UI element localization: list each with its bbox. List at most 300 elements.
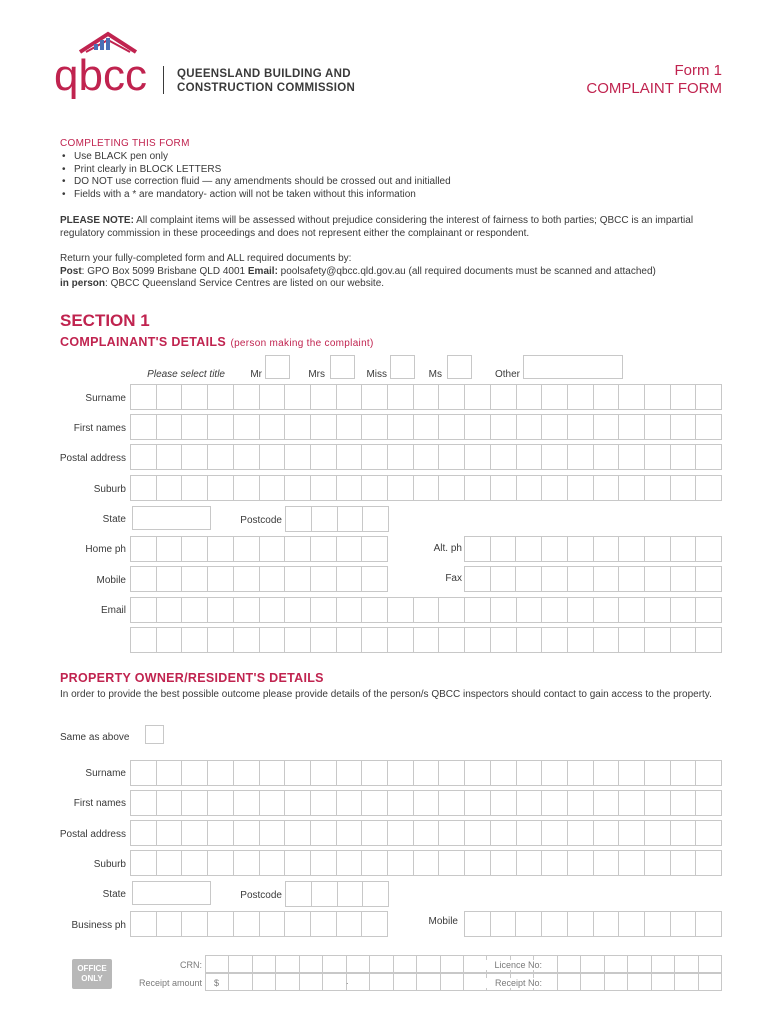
- input-cell[interactable]: [696, 415, 722, 440]
- input-cell[interactable]: [370, 974, 393, 991]
- input-cell[interactable]: [568, 821, 594, 846]
- input-cell[interactable]: [131, 598, 157, 623]
- title-miss-checkbox[interactable]: [390, 355, 415, 379]
- input-cell[interactable]: [311, 791, 337, 816]
- title-mr-checkbox[interactable]: [265, 355, 290, 379]
- input-cell[interactable]: [208, 537, 234, 562]
- input-cell[interactable]: [594, 598, 620, 623]
- input-cell[interactable]: [517, 791, 543, 816]
- input-cell[interactable]: [594, 415, 620, 440]
- input-cell[interactable]: [253, 956, 276, 973]
- input-cell[interactable]: [362, 385, 388, 410]
- input-cell[interactable]: [465, 415, 491, 440]
- input-cell[interactable]: [441, 956, 464, 973]
- input-cell[interactable]: [234, 415, 260, 440]
- input-cell[interactable]: [208, 761, 234, 786]
- input-cell[interactable]: [157, 628, 183, 653]
- input-cell[interactable]: [362, 851, 388, 876]
- input-cell[interactable]: [347, 974, 370, 991]
- input-cell[interactable]: [311, 445, 337, 470]
- input-cell[interactable]: [645, 476, 671, 501]
- input-cell[interactable]: [491, 821, 517, 846]
- input-cell[interactable]: [517, 821, 543, 846]
- input-cell[interactable]: [517, 851, 543, 876]
- input-cell[interactable]: [568, 761, 594, 786]
- input-cell[interactable]: [362, 598, 388, 623]
- input-cell[interactable]: [157, 761, 183, 786]
- input-cell[interactable]: [157, 912, 183, 937]
- input-cell[interactable]: [594, 537, 620, 562]
- input-cell[interactable]: [337, 821, 363, 846]
- input-cell[interactable]: [260, 598, 286, 623]
- input-cell[interactable]: [645, 445, 671, 470]
- input-cell[interactable]: [260, 415, 286, 440]
- input-cell[interactable]: [568, 851, 594, 876]
- input-cell[interactable]: [234, 537, 260, 562]
- input-cell[interactable]: [157, 567, 183, 592]
- input-cell[interactable]: [491, 476, 517, 501]
- alt-ph-input[interactable]: [464, 536, 722, 562]
- input-cell[interactable]: [558, 956, 581, 973]
- input-cell[interactable]: [439, 415, 465, 440]
- input-cell[interactable]: [542, 821, 568, 846]
- input-cell[interactable]: [619, 598, 645, 623]
- input-cell[interactable]: [439, 851, 465, 876]
- input-cell[interactable]: [208, 791, 234, 816]
- input-cell[interactable]: [337, 791, 363, 816]
- input-cell[interactable]: [260, 537, 286, 562]
- input-cell[interactable]: [182, 761, 208, 786]
- input-cell[interactable]: [542, 537, 568, 562]
- owner-first-names-input[interactable]: [130, 790, 722, 816]
- input-cell[interactable]: [131, 567, 157, 592]
- input-cell[interactable]: [157, 821, 183, 846]
- input-cell[interactable]: [362, 476, 388, 501]
- input-cell[interactable]: [234, 761, 260, 786]
- input-cell[interactable]: [439, 598, 465, 623]
- input-cell[interactable]: [311, 415, 337, 440]
- input-cell[interactable]: [394, 956, 417, 973]
- input-cell[interactable]: [568, 598, 594, 623]
- input-cell[interactable]: [439, 476, 465, 501]
- input-cell[interactable]: [285, 821, 311, 846]
- input-cell[interactable]: [542, 476, 568, 501]
- input-cell[interactable]: [439, 761, 465, 786]
- input-cell[interactable]: [542, 851, 568, 876]
- input-cell[interactable]: [645, 415, 671, 440]
- input-cell[interactable]: [594, 851, 620, 876]
- input-cell[interactable]: [338, 882, 364, 907]
- input-cell[interactable]: [619, 628, 645, 653]
- input-cell[interactable]: [491, 415, 517, 440]
- input-cell[interactable]: [388, 791, 414, 816]
- input-cell[interactable]: [286, 507, 312, 532]
- input-cell[interactable]: [675, 974, 698, 991]
- input-cell[interactable]: [285, 761, 311, 786]
- input-cell[interactable]: [337, 761, 363, 786]
- input-cell[interactable]: [388, 851, 414, 876]
- input-cell[interactable]: [234, 912, 260, 937]
- input-cell[interactable]: [285, 912, 311, 937]
- input-cell[interactable]: [229, 974, 252, 991]
- input-cell[interactable]: [206, 956, 229, 973]
- input-cell[interactable]: [311, 476, 337, 501]
- input-cell[interactable]: [311, 851, 337, 876]
- input-cell[interactable]: [517, 385, 543, 410]
- input-cell[interactable]: [311, 385, 337, 410]
- input-cell[interactable]: [594, 476, 620, 501]
- input-cell[interactable]: [417, 974, 440, 991]
- first-names-input[interactable]: [130, 414, 722, 440]
- input-cell[interactable]: [645, 628, 671, 653]
- input-cell[interactable]: [516, 567, 542, 592]
- input-cell[interactable]: [542, 385, 568, 410]
- input-cell[interactable]: [414, 851, 440, 876]
- input-cell[interactable]: [542, 628, 568, 653]
- input-cell[interactable]: [542, 415, 568, 440]
- input-cell[interactable]: [516, 537, 542, 562]
- mobile-input[interactable]: [130, 566, 388, 592]
- input-cell[interactable]: [652, 956, 675, 973]
- input-cell[interactable]: [542, 598, 568, 623]
- input-cell[interactable]: [491, 598, 517, 623]
- email-input-line1[interactable]: [130, 597, 722, 623]
- input-cell[interactable]: [594, 761, 620, 786]
- input-cell[interactable]: [517, 415, 543, 440]
- input-cell[interactable]: [157, 385, 183, 410]
- input-cell[interactable]: [619, 821, 645, 846]
- receipt-amount-input[interactable]: [205, 973, 722, 991]
- owner-suburb-input[interactable]: [130, 850, 722, 876]
- input-cell[interactable]: [337, 385, 363, 410]
- input-cell[interactable]: [671, 598, 697, 623]
- input-cell[interactable]: [568, 567, 594, 592]
- input-cell[interactable]: [182, 912, 208, 937]
- input-cell[interactable]: [182, 628, 208, 653]
- input-cell[interactable]: [260, 445, 286, 470]
- input-cell[interactable]: [465, 537, 491, 562]
- input-cell[interactable]: [696, 851, 722, 876]
- input-cell[interactable]: [517, 628, 543, 653]
- input-cell[interactable]: [671, 476, 697, 501]
- owner-postcode-input[interactable]: [285, 881, 389, 907]
- input-cell[interactable]: [568, 791, 594, 816]
- input-cell[interactable]: [182, 598, 208, 623]
- input-cell[interactable]: [696, 912, 722, 937]
- input-cell[interactable]: [312, 507, 338, 532]
- input-cell[interactable]: [388, 415, 414, 440]
- input-cell[interactable]: [234, 851, 260, 876]
- owner-state-input[interactable]: [132, 881, 211, 905]
- input-cell[interactable]: [439, 821, 465, 846]
- input-cell[interactable]: [182, 821, 208, 846]
- input-cell[interactable]: [465, 567, 491, 592]
- input-cell[interactable]: [645, 385, 671, 410]
- input-cell[interactable]: [652, 974, 675, 991]
- input-cell[interactable]: [671, 791, 697, 816]
- input-cell[interactable]: [568, 445, 594, 470]
- input-cell[interactable]: [542, 761, 568, 786]
- input-cell[interactable]: [208, 476, 234, 501]
- input-cell[interactable]: [619, 537, 645, 562]
- email-input-line2[interactable]: [130, 627, 722, 653]
- input-cell[interactable]: [286, 882, 312, 907]
- input-cell[interactable]: [311, 628, 337, 653]
- input-cell[interactable]: [619, 567, 645, 592]
- input-cell[interactable]: [363, 507, 389, 532]
- input-cell[interactable]: [491, 761, 517, 786]
- input-cell[interactable]: [619, 415, 645, 440]
- input-cell[interactable]: [182, 385, 208, 410]
- input-cell[interactable]: [311, 567, 337, 592]
- input-cell[interactable]: [131, 385, 157, 410]
- input-cell[interactable]: [388, 445, 414, 470]
- input-cell[interactable]: [594, 791, 620, 816]
- input-cell[interactable]: [645, 821, 671, 846]
- input-cell[interactable]: [517, 445, 543, 470]
- input-cell[interactable]: [362, 791, 388, 816]
- input-cell[interactable]: [465, 385, 491, 410]
- input-cell[interactable]: [619, 761, 645, 786]
- input-cell[interactable]: [696, 445, 722, 470]
- input-cell[interactable]: [285, 851, 311, 876]
- input-cell[interactable]: [645, 851, 671, 876]
- input-cell[interactable]: [628, 974, 651, 991]
- input-cell[interactable]: [370, 956, 393, 973]
- input-cell[interactable]: [157, 476, 183, 501]
- input-cell[interactable]: [337, 628, 363, 653]
- input-cell[interactable]: [276, 956, 299, 973]
- input-cell[interactable]: [441, 974, 464, 991]
- input-cell[interactable]: [439, 791, 465, 816]
- input-cell[interactable]: [323, 956, 346, 973]
- title-ms-checkbox[interactable]: [447, 355, 472, 379]
- input-cell[interactable]: [465, 598, 491, 623]
- input-cell[interactable]: [696, 567, 722, 592]
- owner-mobile-input[interactable]: [464, 911, 722, 937]
- input-cell[interactable]: [234, 821, 260, 846]
- input-cell[interactable]: [208, 445, 234, 470]
- input-cell[interactable]: [439, 628, 465, 653]
- input-cell[interactable]: [465, 628, 491, 653]
- input-cell[interactable]: [234, 791, 260, 816]
- input-cell[interactable]: [594, 567, 620, 592]
- input-cell[interactable]: [491, 851, 517, 876]
- input-cell[interactable]: [542, 912, 568, 937]
- postal-address-input[interactable]: [130, 444, 722, 470]
- input-cell[interactable]: [594, 385, 620, 410]
- input-cell[interactable]: [542, 567, 568, 592]
- input-cell[interactable]: [517, 761, 543, 786]
- input-cell[interactable]: [645, 598, 671, 623]
- input-cell[interactable]: [696, 821, 722, 846]
- input-cell[interactable]: [234, 445, 260, 470]
- input-cell[interactable]: [157, 415, 183, 440]
- input-cell[interactable]: [671, 821, 697, 846]
- input-cell[interactable]: [465, 791, 491, 816]
- input-cell[interactable]: [311, 761, 337, 786]
- input-cell[interactable]: [696, 598, 722, 623]
- same-as-above-checkbox[interactable]: [145, 725, 164, 744]
- input-cell[interactable]: [337, 415, 363, 440]
- input-cell[interactable]: [131, 821, 157, 846]
- input-cell[interactable]: [229, 956, 252, 973]
- input-cell[interactable]: [234, 385, 260, 410]
- input-cell[interactable]: [234, 567, 260, 592]
- input-cell[interactable]: [619, 445, 645, 470]
- input-cell[interactable]: [362, 445, 388, 470]
- input-cell[interactable]: [671, 567, 697, 592]
- postcode-input[interactable]: [285, 506, 389, 532]
- input-cell[interactable]: [311, 912, 337, 937]
- input-cell[interactable]: [696, 385, 722, 410]
- input-cell[interactable]: [131, 912, 157, 937]
- input-cell[interactable]: [337, 537, 363, 562]
- input-cell[interactable]: [131, 415, 157, 440]
- input-cell[interactable]: [285, 385, 311, 410]
- input-cell[interactable]: [388, 476, 414, 501]
- input-cell[interactable]: [182, 791, 208, 816]
- home-ph-input[interactable]: [130, 536, 388, 562]
- input-cell[interactable]: [362, 415, 388, 440]
- fax-input[interactable]: [464, 566, 722, 592]
- input-cell[interactable]: [208, 851, 234, 876]
- input-cell[interactable]: [414, 385, 440, 410]
- input-cell[interactable]: [699, 956, 722, 973]
- input-cell[interactable]: [131, 628, 157, 653]
- input-cell[interactable]: [491, 791, 517, 816]
- input-cell[interactable]: [542, 791, 568, 816]
- input-cell[interactable]: [312, 882, 338, 907]
- input-cell[interactable]: [558, 974, 581, 991]
- input-cell[interactable]: [234, 628, 260, 653]
- input-cell[interactable]: [362, 628, 388, 653]
- input-cell[interactable]: [671, 385, 697, 410]
- input-cell[interactable]: [568, 385, 594, 410]
- input-cell[interactable]: [347, 956, 370, 973]
- input-cell[interactable]: [208, 628, 234, 653]
- input-cell[interactable]: [285, 476, 311, 501]
- surname-input[interactable]: [130, 384, 722, 410]
- input-cell[interactable]: [131, 761, 157, 786]
- input-cell[interactable]: [131, 851, 157, 876]
- input-cell[interactable]: [182, 415, 208, 440]
- input-cell[interactable]: [568, 628, 594, 653]
- input-cell[interactable]: [465, 761, 491, 786]
- input-cell[interactable]: [157, 598, 183, 623]
- input-cell[interactable]: [388, 628, 414, 653]
- input-cell[interactable]: [619, 476, 645, 501]
- input-cell[interactable]: [157, 537, 183, 562]
- input-cell[interactable]: [414, 415, 440, 440]
- input-cell[interactable]: [671, 851, 697, 876]
- input-cell[interactable]: [208, 385, 234, 410]
- input-cell[interactable]: [414, 476, 440, 501]
- input-cell[interactable]: [337, 598, 363, 623]
- input-cell[interactable]: [131, 476, 157, 501]
- input-cell[interactable]: [594, 912, 620, 937]
- input-cell[interactable]: [260, 476, 286, 501]
- input-cell[interactable]: [388, 821, 414, 846]
- input-cell[interactable]: [182, 445, 208, 470]
- input-cell[interactable]: [671, 912, 697, 937]
- input-cell[interactable]: [491, 537, 517, 562]
- input-cell[interactable]: [517, 598, 543, 623]
- input-cell[interactable]: [414, 628, 440, 653]
- input-cell[interactable]: [260, 912, 286, 937]
- input-cell[interactable]: [696, 537, 722, 562]
- input-cell[interactable]: [581, 974, 604, 991]
- input-cell[interactable]: [465, 476, 491, 501]
- input-cell[interactable]: [594, 445, 620, 470]
- input-cell[interactable]: [182, 476, 208, 501]
- input-cell[interactable]: [414, 761, 440, 786]
- input-cell[interactable]: [234, 598, 260, 623]
- input-cell[interactable]: [645, 761, 671, 786]
- input-cell[interactable]: [337, 912, 363, 937]
- input-cell[interactable]: [671, 415, 697, 440]
- input-cell[interactable]: [300, 956, 323, 973]
- input-cell[interactable]: [260, 791, 286, 816]
- input-cell[interactable]: [253, 974, 276, 991]
- input-cell[interactable]: [645, 567, 671, 592]
- input-cell[interactable]: [285, 567, 311, 592]
- input-cell[interactable]: [338, 507, 364, 532]
- input-cell[interactable]: [645, 912, 671, 937]
- input-cell[interactable]: [414, 445, 440, 470]
- title-other-input[interactable]: [523, 355, 623, 379]
- input-cell[interactable]: [491, 567, 517, 592]
- input-cell[interactable]: [300, 974, 323, 991]
- input-cell[interactable]: [699, 974, 722, 991]
- input-cell[interactable]: [388, 598, 414, 623]
- owner-postal-address-input[interactable]: [130, 820, 722, 846]
- input-cell[interactable]: [337, 445, 363, 470]
- input-cell[interactable]: [208, 821, 234, 846]
- input-cell[interactable]: [671, 761, 697, 786]
- input-cell[interactable]: [491, 628, 517, 653]
- input-cell[interactable]: [337, 567, 363, 592]
- input-cell[interactable]: [491, 445, 517, 470]
- input-cell[interactable]: [311, 821, 337, 846]
- input-cell[interactable]: [439, 385, 465, 410]
- input-cell[interactable]: [619, 912, 645, 937]
- input-cell[interactable]: [417, 956, 440, 973]
- input-cell[interactable]: [671, 628, 697, 653]
- input-cell[interactable]: [285, 791, 311, 816]
- input-cell[interactable]: [157, 791, 183, 816]
- input-cell[interactable]: [594, 821, 620, 846]
- input-cell[interactable]: [260, 385, 286, 410]
- input-cell[interactable]: [323, 974, 346, 991]
- crn-input[interactable]: [205, 955, 722, 973]
- input-cell[interactable]: [605, 956, 628, 973]
- input-cell[interactable]: [394, 974, 417, 991]
- input-cell[interactable]: [696, 761, 722, 786]
- input-cell[interactable]: [337, 851, 363, 876]
- input-cell[interactable]: [439, 445, 465, 470]
- input-cell[interactable]: [285, 598, 311, 623]
- input-cell[interactable]: [182, 567, 208, 592]
- input-cell[interactable]: [542, 445, 568, 470]
- input-cell[interactable]: [260, 851, 286, 876]
- input-cell[interactable]: [234, 476, 260, 501]
- input-cell[interactable]: [362, 821, 388, 846]
- input-cell[interactable]: [465, 821, 491, 846]
- input-cell[interactable]: [311, 598, 337, 623]
- input-cell[interactable]: [645, 791, 671, 816]
- input-cell[interactable]: [568, 537, 594, 562]
